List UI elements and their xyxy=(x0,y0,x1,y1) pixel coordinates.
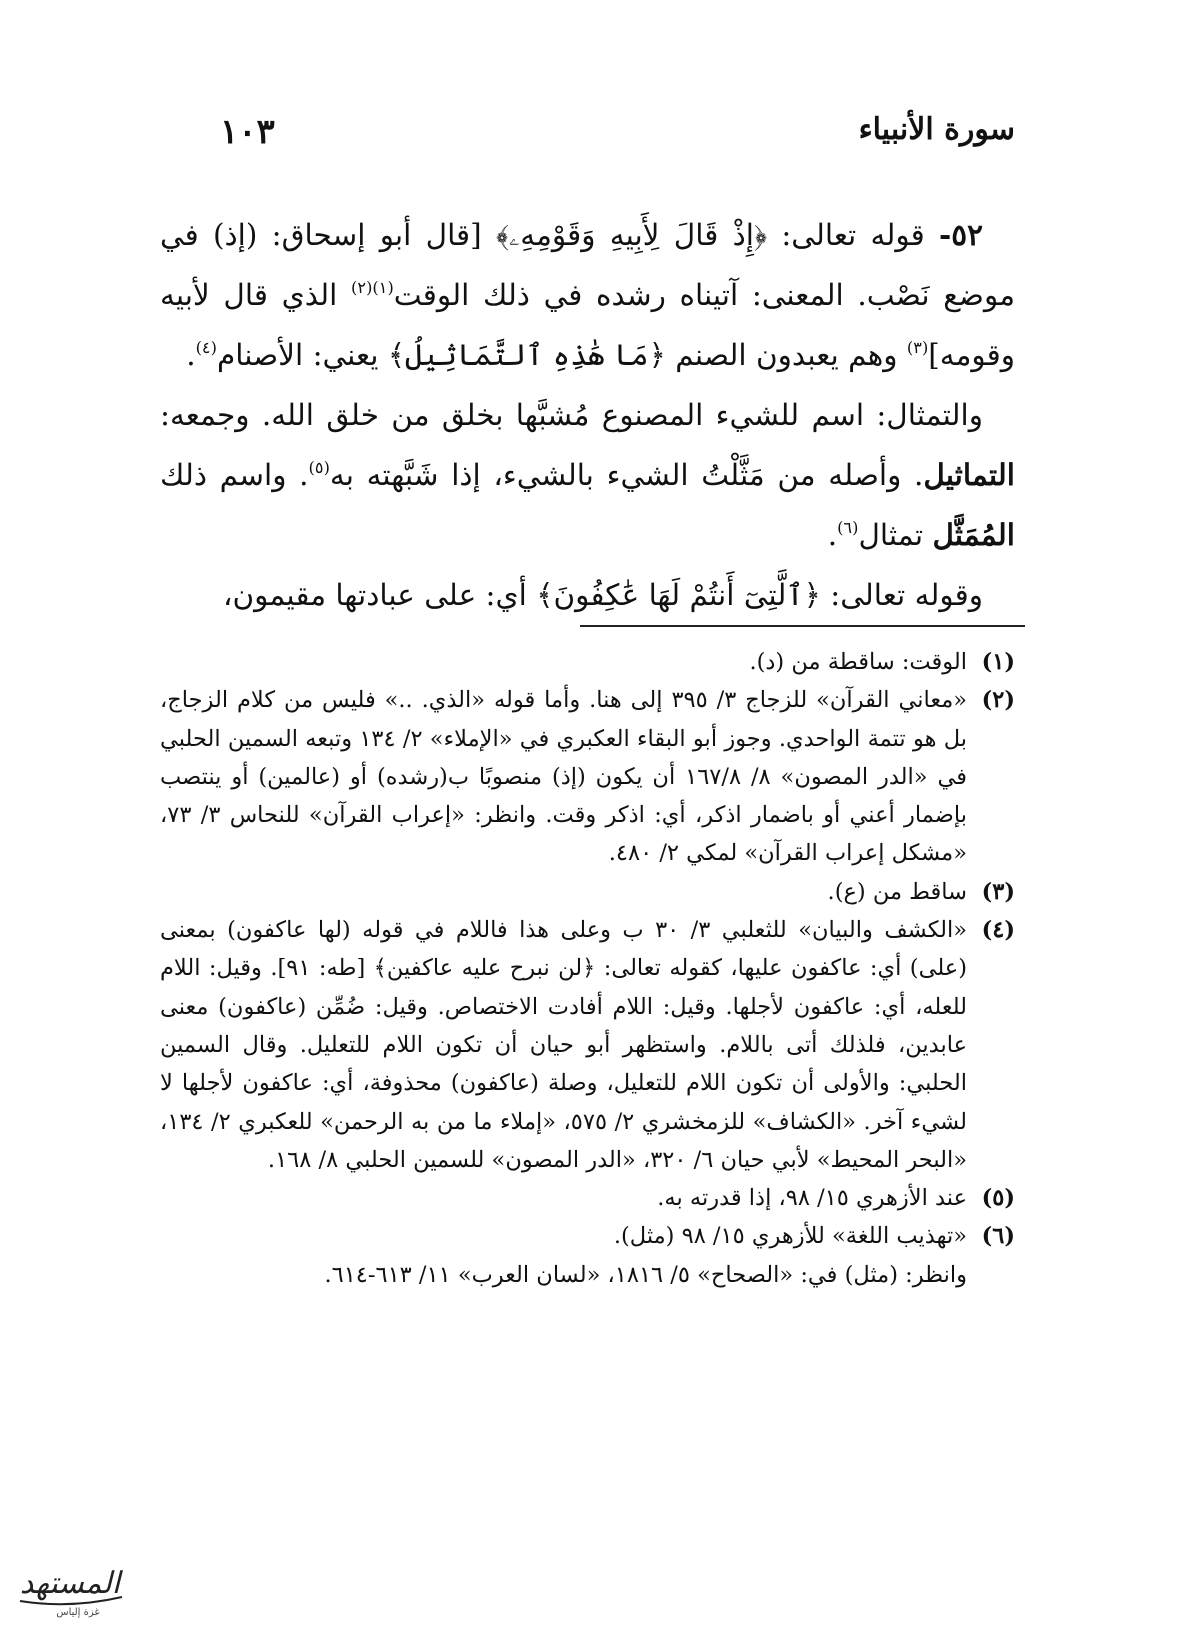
footnote-text: «تهذيب اللغة» للأزهري ١٥/ ٩٨ (مثل). xyxy=(613,1223,967,1250)
text-run: والتمثال: اسم للشيء المصنوع مُشبَّها بخلق من خلق الله. وجمعه: xyxy=(160,398,983,432)
footnote-continuation: وانظر: (مثل) في: «الصحاح» ٥/ ١٨١٦، «لسان العرب» ١١/ ٦١٣-٦١٤. xyxy=(324,1261,967,1288)
footnote-ref: (٤) xyxy=(195,337,217,357)
footnote-number: (٦) xyxy=(981,1223,1015,1250)
footnote-ref: (٥) xyxy=(308,457,330,477)
footnote-text: ساقط من (ع). xyxy=(827,878,967,905)
footnote-5 xyxy=(160,1179,1015,1217)
text-run: وقوله تعالى: xyxy=(830,578,983,612)
watermark-text: المستهد xyxy=(19,1566,121,1601)
watermark-subtext: غزة إلياس xyxy=(56,1607,100,1618)
footnote-number: (٣) xyxy=(981,878,1015,905)
quran-quote: ﴿إِذْ قَالَ لِأَبِيهِ وَقَوْمِهِۦ﴾ xyxy=(495,218,768,252)
text-run: تمثال xyxy=(858,518,924,552)
page-number: ١٠٣ xyxy=(220,112,275,152)
footnote-text: عند الأزهري ١٥/ ٩٨، إذا قدرته به. xyxy=(657,1185,967,1212)
footnote-text: الوقت: ساقطة من (د). xyxy=(749,649,967,675)
footnote-ref: (١)(٢) xyxy=(351,277,394,297)
footnote-6 xyxy=(160,1217,1015,1255)
surah-title: سورة الأنبياء xyxy=(858,112,1015,147)
footnotes xyxy=(160,643,1015,1294)
footnote-3 xyxy=(160,873,1015,911)
text-run: . xyxy=(186,338,196,372)
footnote-number: (٤) xyxy=(981,917,1015,944)
page-header xyxy=(200,112,1015,162)
paragraph-tamthal xyxy=(160,385,1015,565)
quran-quote: ﴿مَا هَٰذِهِ ٱلتَّمَاثِيلُ﴾ xyxy=(387,338,666,372)
text-run: الذي قال لأبيه وقومه] xyxy=(160,278,1015,372)
text-run: [قال أبو إسحاق: (إذ) في موضع نَصْب. المعنى: آتيناه رشده في ذلك الوقت xyxy=(160,218,1015,312)
bold-term: المُمَثَّل xyxy=(932,517,1015,552)
paragraph-akifun xyxy=(160,565,1015,625)
bold-term: التماثيل xyxy=(923,457,1015,492)
verse-number: ٥٢- xyxy=(939,217,983,252)
text-run: قوله تعالى: xyxy=(781,218,925,252)
footnote-number: (١) xyxy=(981,649,1015,675)
quran-quote: ﴿ٱلَّتِىٓ أَنتُمْ لَهَا عَٰكِفُونَ﴾ xyxy=(536,578,821,612)
text-run: . واسم ذلك xyxy=(160,458,309,492)
footnote-ref: (٦) xyxy=(837,517,859,537)
footnote-text: «الكشف والبيان» للثعلبي ٣/ ٣٠ ب وعلى هذا فاللام في قوله (لها عاكفون) بمعنى (على) أي: عاكفون عليها، كقوله تعالى: ﴿لن نبرح عليه عاكفين﴾ [طه: ٩١]. وقيل: اللام للعله، أي: عاكفون لأجلها. وقيل: اللام أفادت الاختصاص. وقيل: ضُمِّن (عاكفون) معنى عابدين، فلذلك أتى باللام. واستظهر أبو حيان أن تكون اللام للتعليل. وقال السمين الحلبي: والأولى أن تكون اللام للتعليل، وصلة (عاكفون) محذوفة، أي: عاكفون لأجلها لا لشيء آخر. «الكشاف» للزمخشري ٢/ ٥٧٥، «إملاء ما من به الرحمن» للعكبري ٢/ ١٣٤، «البحر المحيط» لأبي حيان ٦/ ٣٢٠، «الدر المصون» للسمين الحلبي ٨/ ١٦٨. xyxy=(160,917,967,1173)
watermark-logo xyxy=(10,1555,130,1627)
text-run: أي: على عبادتها مقيمون، xyxy=(222,578,527,612)
text-run: يعني: الأصنام xyxy=(216,338,379,372)
footnote-2 xyxy=(160,681,1015,872)
paragraph-52 xyxy=(160,205,1015,385)
footnote-text: «معاني القرآن» للزجاج ٣/ ٣٩٥ إلى هنا. وأما قوله «الذي. ..» فليس من كلام الزجاج، بل هو تتمة الواحدي. وجوز أبو البقاء العكبري في «الإملاء» ٢/ ١٣٤ وتبعه السمين الحلبي في «الدر المصون» ٨/ ١٦٧/٨ أن يكون (إذ) منصوبًا ب(رشده) أو (عالمين) أو ينتصب بإضمار أعني أو باضمار اذكر، أي: اذكر وقت. وانظر: «إعراب القرآن» للنحاس ٣/ ٧٣، «مشكل إعراب القرآن» لمكي ٢/ ٤٨٠. xyxy=(160,687,968,867)
footnote-1 xyxy=(160,643,1015,681)
footnote-ref: (٣) xyxy=(906,337,929,357)
text-run: . xyxy=(827,518,838,552)
footnote-number: (٥) xyxy=(981,1185,1015,1212)
footnote-number: (٢) xyxy=(981,687,1015,714)
text-run: وهم يعبدون الصنم xyxy=(675,338,898,372)
footnote-4 xyxy=(160,911,1015,1179)
main-text xyxy=(160,205,1015,625)
footnote-divider xyxy=(580,625,1025,627)
text-run: . وأصله من مَثَّلْتُ الشيء بالشيء، إذا شَبَّهته به xyxy=(329,458,924,492)
